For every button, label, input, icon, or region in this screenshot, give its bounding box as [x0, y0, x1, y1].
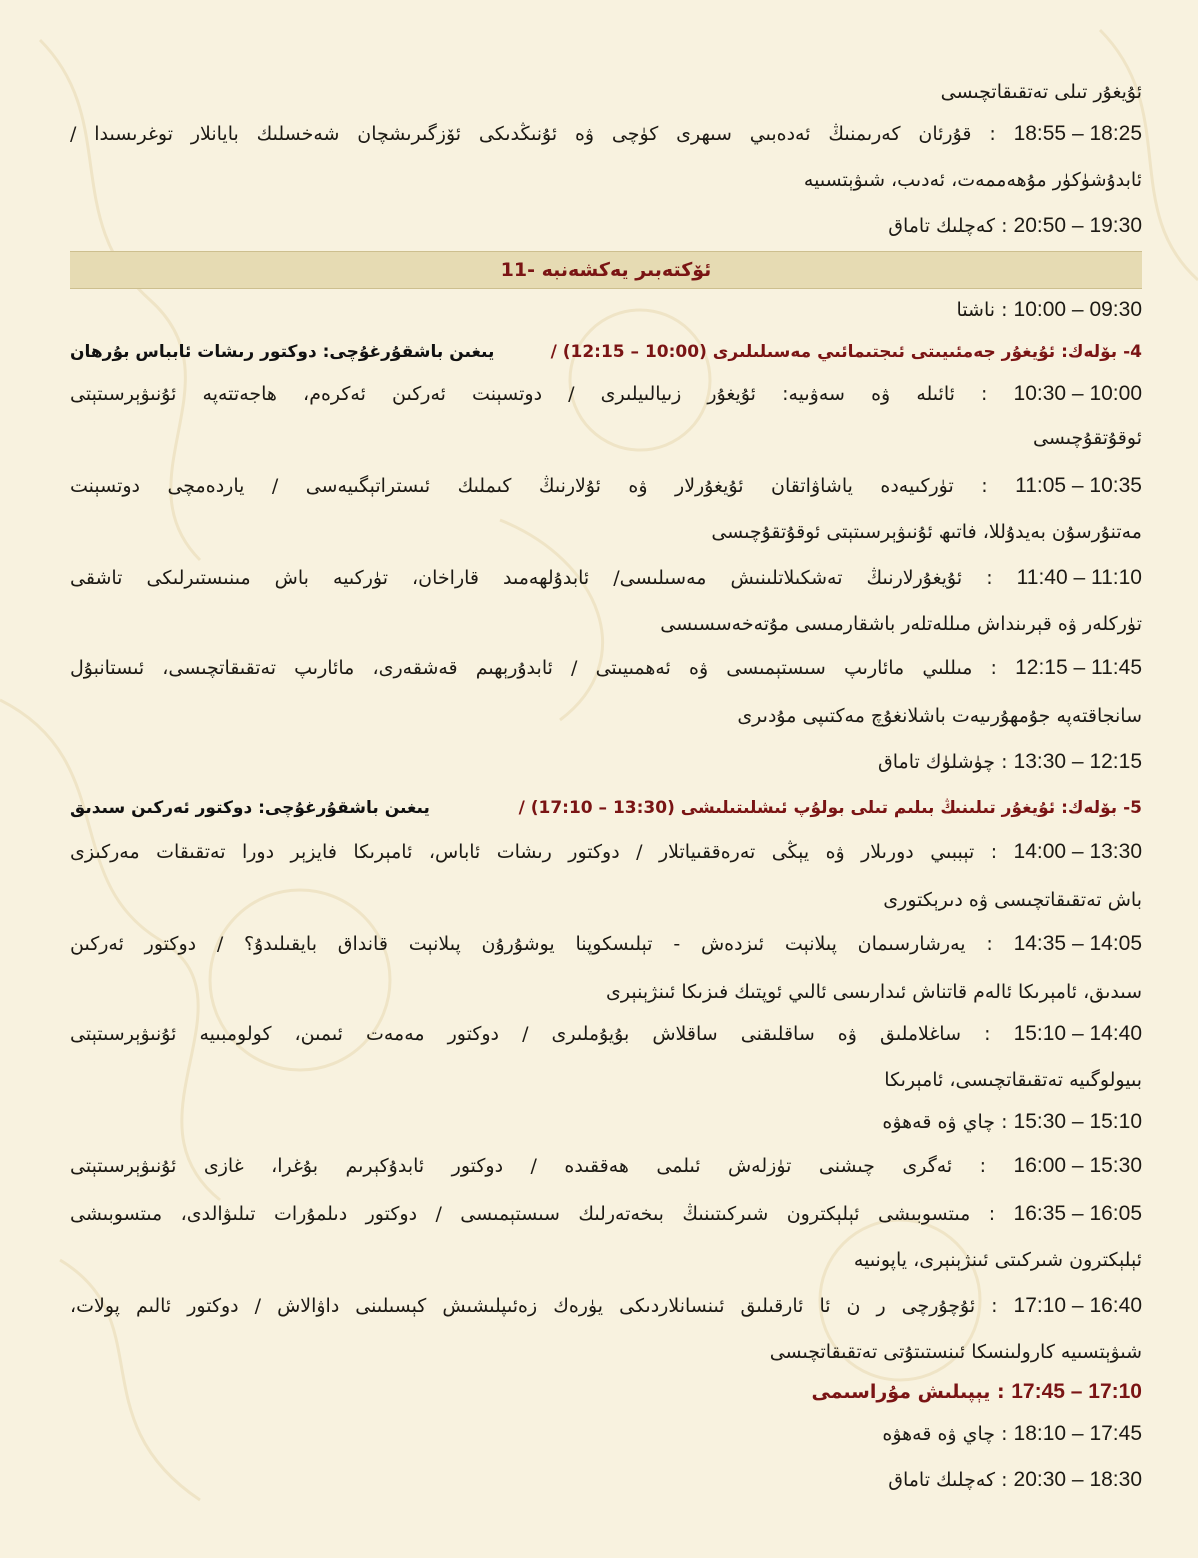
schedule-row: 14:00 – 13:30 : تېببىي دورىلار ۋە يېڭى تەرەققىياتلار / دوكتور رىشات ئاباس، ئامېرىكا فايزېر دورا تەتقىقات مەركىزى — [70, 840, 1142, 863]
schedule-row: 10:30 – 10:00 : ئائىلە ۋە سەۋىيە: ئۇيغۇر زىيالىيلىرى / دوتسېنت ئەركىن ئەكرەم، ھاجەتتەپە ئۇنىۋېرسىتېتى — [70, 382, 1142, 405]
tea-break-row: 18:10 – 17:45 : چاي ۋە قەھۋە — [882, 1422, 1142, 1445]
schedule-row-continuation: ئېلېكترون شىركىتى ئىنژېنېرى، ياپونىيە — [853, 1249, 1142, 1271]
breakfast-row: 10:00 – 09:30 : ناشتا — [956, 298, 1142, 321]
schedule-row-continuation: تۈركلەر ۋە قېرىنداش مىللەتلەر باشقارمىسى مۇتەخەسسىسى — [660, 613, 1142, 635]
day-banner: 11- ئۆكتەبىر يەكشەنبە — [70, 251, 1142, 289]
schedule-row: 14:35 – 14:05 : يەرشارسىمان پىلانېت ئىزدەش - تېلىسكوپنا يوشۇرۇن پىلانېت قانداق بايقىلىدۇ؟ / دوكتور ئەركىن — [70, 932, 1143, 955]
schedule-row: 11:05 – 10:35 : تۈركىيەدە ياشاۋاتقان ئۇيغۇرلار ۋە ئۇلارنىڭ كىملىك ئىستراتېگىيەسى / ياردەمچى دوتسېنت — [70, 474, 1142, 497]
schedule-row-continuation: ئوقۇتقۇچىسى — [1033, 427, 1142, 449]
schedule-row-continuation: باش تەتقىقاتچىسى ۋە دىرېكتورى — [883, 889, 1142, 911]
schedule-row: 11:40 – 11:10 : ئۇيغۇرلارنىڭ تەشكىلاتلىنىش مەسىلىسى/ ئابدۇلھەمىد قاراخان، تۈركىيە باش مىنىستىرلىكى تاشقى — [70, 566, 1142, 589]
schedule-row: 12:15 – 11:45 : مىللىي مائارىپ سىستېمىسى ۋە ئەھمىيىتى / ئابدۇرېھىم قەشقەرى، مائارىپ تەتقىقاتچىسى، ئىستانبۇل — [70, 656, 1143, 679]
schedule-row: 17:10 – 16:40 : ئۇچۇرچى ر ن ئا ئارقىلىق ئىنسانلاردىكى يۈرەك زەئىپلىشىش كېسىلىنى داۋالاش / دوكتور ئالىم پولات، — [70, 1294, 1142, 1317]
session-5-header: 5- بۆلەك: ئۇيغۇر تىلىنىڭ بىلىم تىلى بولۇپ ئىشلىتىلىشى (13:30 – 17:10) / يىغىن باشقۇرغۇچى: دوكتور ئەركىن سىدىق — [70, 790, 1142, 826]
schedule-row: 16:00 – 15:30 : ئەگرى چىشنى تۈزلەش ئىلمى ھەققىدە / دوكتور ئابدۇكېرىم بۇغرا، غازى ئۇنىۋېرسىتېتى — [70, 1154, 1142, 1177]
schedule-row-continuation: شىۋېتسىيە كارولىنسكا ئىنستىتۇتى تەتقىقاتچىسى — [769, 1341, 1142, 1363]
speaker-title-line: ئۇيغۇر تىلى تەتقىقاتچىسى — [940, 81, 1142, 103]
schedule-row-continuation: بىيولوگىيە تەتقىقاتچىسى، ئامېرىكا — [884, 1069, 1142, 1091]
session-4-chair: يىغىن باشقۇرغۇچى: دوكتور رىشات ئابباس بۇرھان — [70, 342, 495, 362]
schedule-row-continuation: سىدىق، ئامېرىكا ئالەم قاتناش ئىدارىسى ئالىي ئوپتىك فىزىكا ئىنژېنېرى — [606, 981, 1142, 1003]
schedule-row: 15:10 – 14:40 : ساغلاملىق ۋە ساقلىقنى ساقلاش بۇيۇملىرى / دوكتور مەمەت ئىمىن، كولومبىيە ئۇنىۋېرسىتېتى — [70, 1022, 1143, 1045]
schedule-row-continuation: سانجاقتەپە جۇمھۇرىيەت باشلانغۇچ مەكتىپى مۇدىرى — [737, 705, 1142, 727]
schedule-row: 16:35 – 16:05 : مىتسوبىشى ئېلېكترون شىركىتىنىڭ بىخەتەرلىك سىستېمىسى / دوكتور دىلمۇرات تىلىۋالدى، مىتسوبىشى — [70, 1202, 1142, 1225]
schedule-row-continuation: مەتنۇرسۇن بەيدۇللا، فاتىھ ئۇنىۋېرسىتېتى ئوقۇتقۇچىسى — [711, 521, 1142, 543]
schedule-row: 18:55 – 18:25 : قۇرئان كەرىمنىڭ ئەدەبىي سىھرى كۈچى ۋە ئۇنىڭدىكى ئۆزگىرىشچان شەخسلىك بايانلار توغرىسىدا / — [70, 122, 1143, 145]
dinner-row: 20:30 – 18:30 : كەچلىك تاماق — [888, 1468, 1142, 1491]
session-4-header: 4- بۆلەك: ئۇيغۇر جەمئىيىتى ئىجتىمائىي مەسىلىلىرى (10:00 – 12:15) / يىغىن باشقۇرغۇچى: دوكتور رىشات ئابباس بۇرھان — [70, 334, 1142, 370]
closing-ceremony-row: 17:45 – 17:10 : يېپىلىش مۇراسىمى — [811, 1380, 1142, 1403]
lunch-row: 13:30 – 12:15 : چۈشلۈك تاماق — [877, 750, 1142, 773]
session-5-chair: يىغىن باشقۇرغۇچى: دوكتور ئەركىن سىدىق — [70, 798, 430, 818]
dinner-row: 20:50 – 19:30 : كەچلىك تاماق — [888, 214, 1142, 237]
schedule-row-continuation: ئابدۇشۈكۈر مۇھەممەت، ئەدىب، شىۋېتسىيە — [803, 169, 1142, 191]
tea-break-row: 15:30 – 15:10 : چاي ۋە قەھۋە — [882, 1110, 1142, 1133]
